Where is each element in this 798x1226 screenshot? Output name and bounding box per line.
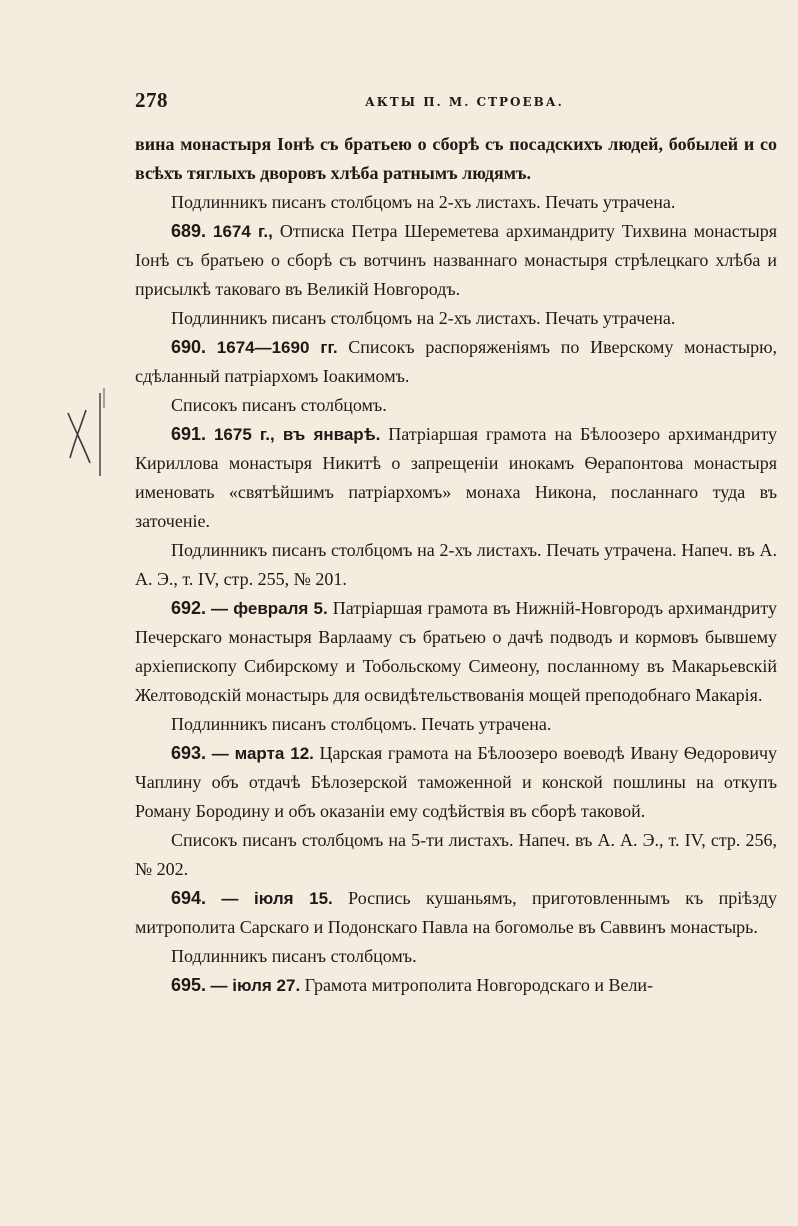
entry-690: [135, 333, 777, 391]
entry-690-number: 690.: [171, 337, 207, 357]
entry-693: [135, 739, 777, 826]
entry-695-number: 695.: [171, 975, 207, 995]
entry-691-date: 1675 г., въ январѣ.: [213, 425, 381, 444]
entry-693-note: Списокъ писанъ столбцомъ на 5-ти листахъ. Напеч. въ А. А. Э., т. IV, стр. 256, № 202.: [135, 830, 777, 879]
entry-695-date: — іюля 27.: [210, 976, 301, 995]
entry-691-note: Подлинникъ писанъ столбцомъ на 2-хъ листахъ. Печать утрачена. Напеч. въ А. А. Э., т. IV, стр. 255, № 201.: [135, 540, 777, 589]
page-content: [135, 88, 777, 1000]
entry-695-text: Грамота митрополита Новгородскаго и Вели-: [304, 975, 654, 995]
margin-pencil-mark: [60, 388, 120, 478]
entry-689-number: 689.: [171, 221, 207, 241]
entry-691: [135, 420, 777, 536]
entry-689-date: 1674 г.,: [213, 222, 273, 241]
entry-694-date: — іюля 15.: [221, 889, 333, 908]
entry-689-note: Подлинникъ писанъ столбцомъ на 2-хъ листахъ. Печать утрачена.: [171, 308, 676, 328]
entry-691-text: Патріаршая грамота на Бѣлоозеро архимандриту Кириллова монастыря Никитѣ о запрещеніи инокамъ Ѳерапонтова монастыря именовать «святѣйшимъ патріархомъ» монаха Никона, посланнаго туда въ заточеніе.: [135, 424, 778, 531]
entry-692-number: 692.: [171, 598, 207, 618]
entry-695: [135, 971, 777, 1000]
entry-689-text: Отписка Петра Шереметева архимандриту Тихвина монастыря Іонѣ съ братьею о сборѣ съ вотчинъ названнаго монастыря стрѣлецкаго хлѣба и присылкѣ таковаго въ Великій Новгородъ.: [135, 221, 778, 299]
entry-689: [135, 217, 777, 304]
entry-690-date: 1674—1690 гг.: [216, 338, 338, 357]
entry-691-number: 691.: [171, 424, 207, 444]
page-body: [135, 130, 777, 1000]
entry-692: [135, 594, 777, 710]
continued-entry-note: Подлинникъ писанъ столбцомъ на 2-хъ листахъ. Печать утрачена.: [171, 192, 676, 212]
entry-693-date: — марта 12.: [211, 744, 314, 763]
entry-692-date: — февраля 5.: [211, 599, 328, 618]
page-number: 278: [135, 88, 168, 112]
entry-690-text: Списокъ распоряженіямъ по Иверскому монастырю, сдѣланный патріархомъ Іоакимомъ.: [135, 337, 778, 386]
entry-692-note: Подлинникъ писанъ столбцомъ. Печать утрачена.: [171, 714, 552, 734]
running-title: АКТЫ П. М. СТРОЕВА.: [365, 95, 564, 109]
entry-694-text: Роспись кушаньямъ, приготовленнымъ къ пріѣзду митрополита Сарскаго и Подонскаго Павла на богомолье въ Саввинъ монастырь.: [135, 888, 778, 937]
entry-693-text: Царская грамота на Бѣлоозеро воеводѣ Ивану Ѳедоровичу Чаплину объ отдачѣ Бѣлозерской таможенной и конской пошлины на откупъ Роману Бородину и объ оказаніи ему содѣйствія въ сборѣ таковой.: [135, 743, 778, 821]
page-header: [135, 88, 777, 130]
entry-690-note: Списокъ писанъ столбцомъ.: [171, 395, 387, 415]
entry-692-text: Патріаршая грамота въ Нижній-Новгородъ архимандриту Печерскаго монастыря Варлааму съ братьею о дачѣ подводъ и кормовъ бывшему архіепископу Сибирскому и Тобольскому Симеону, посланному въ Макарьевскій Желтоводскій монастырь для освидѣтельствованія мощей преподобнаго Макарія.: [135, 598, 777, 705]
entry-694-note: Подлинникъ писанъ столбцомъ.: [171, 946, 417, 966]
continued-entry-text: вина монастыря Іонѣ съ братьею о сборѣ съ посадскихъ людей, бобылей и со всѣхъ тяглыхъ дворовъ хлѣба ратнымъ людямъ.: [135, 134, 777, 183]
entry-694-number: 694.: [171, 888, 207, 908]
entry-694: [135, 884, 777, 942]
entry-693-number: 693.: [171, 743, 207, 763]
